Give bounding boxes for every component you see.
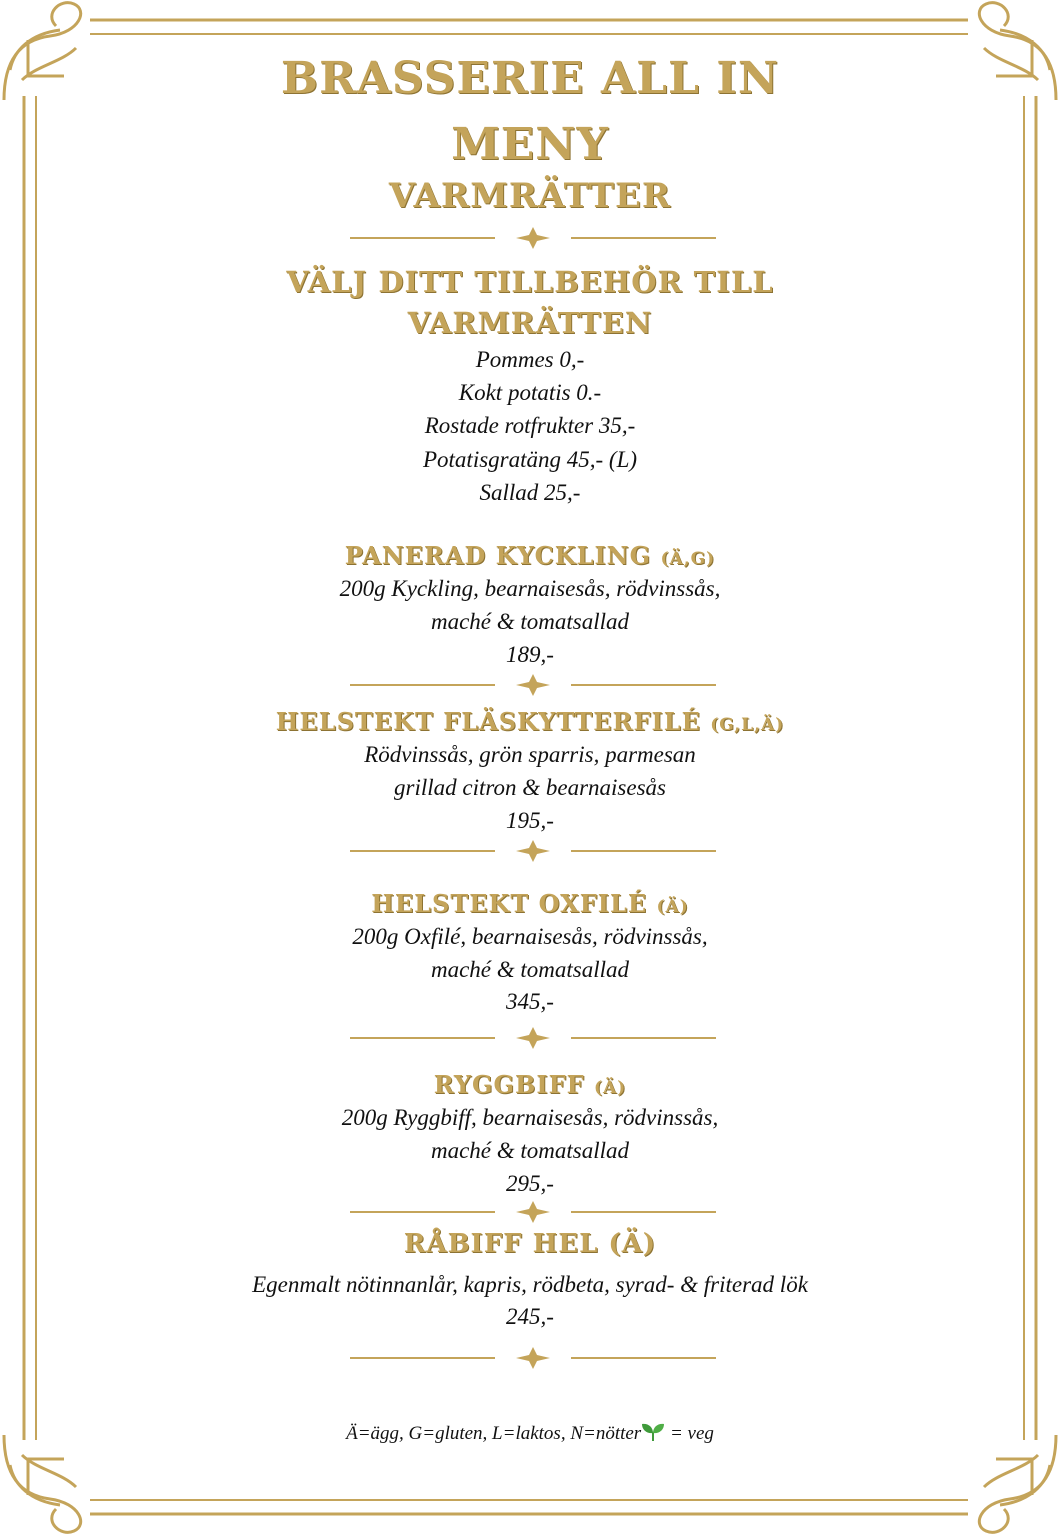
category-title: VARMRÄTTER [388, 176, 672, 216]
side-item: Pommes 0,- [475, 347, 585, 372]
dish-description: grillad citron & bearnaisesås [394, 775, 666, 800]
side-item: Rostade rotfrukter 35,- [424, 413, 636, 439]
dish-price: 245,- [506, 1304, 554, 1329]
dish-title [120, 889, 940, 922]
dish-title [120, 541, 940, 574]
dish-title [120, 1229, 940, 1259]
dish-price: 189,- [506, 642, 554, 667]
restaurant-name: BRASSERIE ALL IN [280, 53, 780, 104]
ornament-divider [350, 227, 716, 249]
dish-price: 295,- [506, 1171, 554, 1196]
menu-title: MENY [451, 119, 609, 170]
dish-price: 195,- [506, 808, 554, 833]
dish-description: maché & tomatsallad [430, 1138, 630, 1163]
ornament-divider [350, 1201, 716, 1223]
dish-description: 200g Kyckling, bearnaisesås, rödvinssås, [339, 576, 721, 601]
legend-text: Ä=ägg, G=gluten, L=laktos, N=nötter [346, 1423, 642, 1444]
sprout-icon [641, 1422, 665, 1442]
ornament-divider [350, 1027, 716, 1049]
side-item: Kokt potatis 0.- [458, 380, 602, 406]
corner-ornament-top-left [4, 3, 81, 100]
veg-label: = veg [665, 1423, 714, 1444]
dish-name: HELSTEKT OXFILÉ [371, 889, 648, 918]
dish-description: maché & tomatsallad [430, 957, 630, 982]
dish-allergens: (Ä,G) [660, 549, 716, 569]
dish-name: HELSTEKT FLÄSKYTTERFILÉ [275, 707, 701, 736]
corner-ornament-bottom-left [4, 1435, 81, 1532]
corner-ornament-top-right [979, 3, 1056, 100]
ornament-divider [350, 1347, 716, 1369]
side-item: Sallad 25,- [479, 479, 581, 505]
dish-allergens: (Ä) [594, 1078, 627, 1098]
dish-description: Egenmalt nötinnanlår, kapris, rödbeta, syrad- & friterad lök [252, 1272, 808, 1297]
dish-title [120, 707, 940, 740]
dish-allergens: (G,L,Ä) [710, 715, 785, 735]
dish-description: Rödvinssås, grön sparris, parmesan [364, 742, 696, 767]
sides-list [120, 343, 940, 509]
dish-allergens: (Ä) [656, 897, 689, 917]
allergen-legend [120, 1421, 940, 1447]
sides-heading-line2: VARMRÄTTEN [407, 306, 653, 340]
ornament-divider [350, 840, 716, 862]
ornament-divider [350, 674, 716, 696]
dish-name: PANERAD KYCKLING [344, 541, 652, 570]
side-item: Potatisgratäng 45,- (L) [422, 446, 638, 472]
dish-price: 345,- [506, 989, 554, 1014]
dish-name: RYGGBIFF [433, 1070, 585, 1099]
sides-heading-line1: VÄLJ DITT TILLBEHÖR TILL [286, 265, 774, 299]
corner-ornament-bottom-right [979, 1435, 1056, 1532]
dish-description: 200g Oxfilé, bearnaisesås, rödvinssås, [352, 924, 708, 949]
dish-title [120, 1070, 940, 1103]
dish-description: 200g Ryggbiff, bearnaisesås, rödvinssås, [341, 1105, 719, 1130]
dish-description: maché & tomatsallad [430, 609, 630, 634]
dish-name: RÅBIFF HEL (Ä) [403, 1229, 657, 1259]
